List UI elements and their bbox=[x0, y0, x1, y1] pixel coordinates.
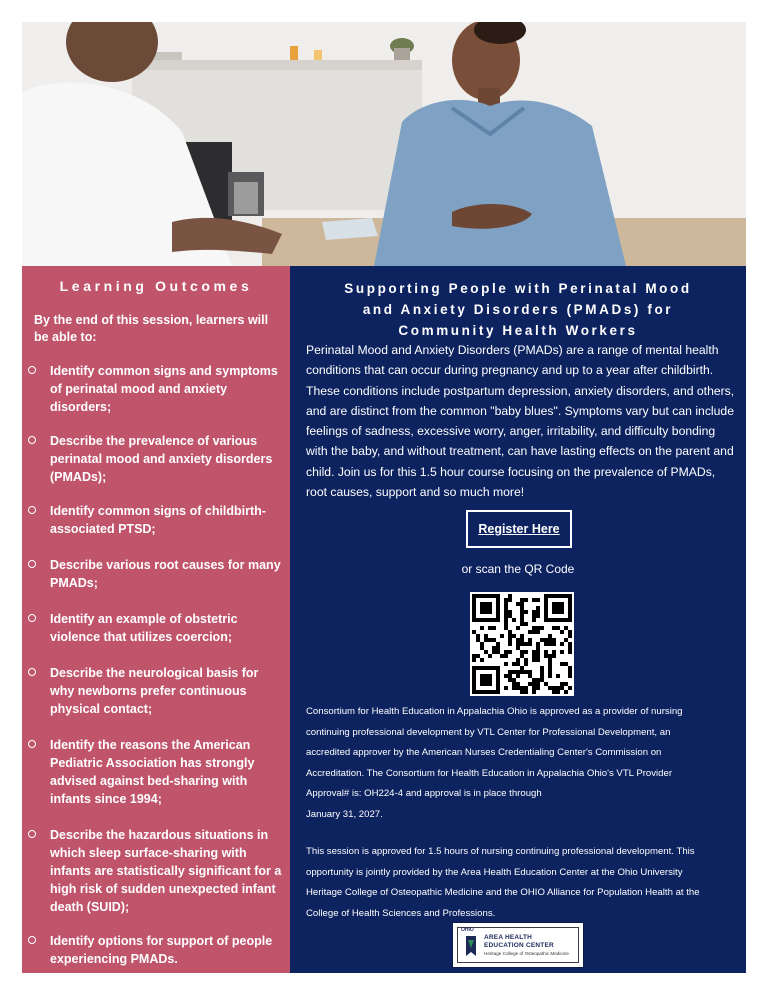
approval-line: College of Health Sciences and Professions. bbox=[306, 907, 496, 919]
accreditation-line: Consortium for Health Education in Appalachia Ohio is approved as a provider of nursing bbox=[306, 706, 683, 717]
qr-code-graphic bbox=[470, 592, 574, 696]
outcome-text: Identify common signs and symptoms of perinatal mood and anxiety disorders; bbox=[50, 364, 278, 414]
outcome-text: Identify the reasons the American Pediatric Association has strongly advised against bed-sharing with infants since 1994; bbox=[50, 738, 255, 806]
logo-line-3: Heritage College of Osteopathic Medicine bbox=[484, 951, 569, 956]
approval-statement bbox=[306, 842, 736, 924]
accreditation-line: Accreditation. The Consortium for Health Education in Appalachia Ohio's VTL Provider bbox=[306, 767, 673, 779]
bullet-circle-icon bbox=[28, 740, 36, 748]
bullet-circle-icon bbox=[28, 936, 36, 944]
scan-qr-text: or scan the QR Code bbox=[461, 562, 575, 576]
bullet-circle-icon bbox=[28, 614, 36, 622]
course-description: Perinatal Mood and Anxiety Disorders (PMADs) are a range of mental health conditions that can occur during pregnancy and up to a year after childbirth. These conditions include postpartum depression, anxiety disorders, and others, and are distinct from the common "baby blues". Symptoms vary but can include feelings of sadness, excessive worry, anger, irritability, and difficulty bonding with the baby, and without treatment, can have lasting effects on the parent and child. Join us for this 1.5 hour course focusing on the prevalence of PMADs, root causes, support and so much more! bbox=[306, 343, 735, 500]
course-title-line-3: Community Health Workers bbox=[398, 323, 638, 338]
outcome-text: Describe the neurological basis for why newborns prefer continuous physical contact; bbox=[50, 666, 259, 716]
outcome-text: Identify an example of obstetric violence that utilizes coercion; bbox=[50, 612, 238, 644]
register-here-button[interactable]: Register Here bbox=[466, 510, 572, 548]
learning-outcomes-title: Learning Outcomes bbox=[59, 278, 253, 294]
course-title-line-2: and Anxiety Disorders (PMADs) for bbox=[362, 302, 674, 317]
learning-outcomes-panel bbox=[22, 266, 290, 973]
accreditation-statement bbox=[306, 702, 736, 825]
qr-code-icon[interactable] bbox=[470, 592, 574, 696]
approval-line: This session is approved for 1.5 hours of nursing continuing professional development. This bbox=[306, 846, 695, 857]
course-title-line-1: Supporting People with Perinatal Mood bbox=[344, 281, 692, 296]
logo-ohio-text: OHIO bbox=[461, 927, 474, 933]
hero-illustration bbox=[22, 22, 746, 266]
approval-line: Heritage College of Osteopathic Medicine and the OHIO Alliance for Population Health at the bbox=[306, 887, 700, 898]
bullet-circle-icon bbox=[28, 560, 36, 568]
bullet-circle-icon bbox=[28, 436, 36, 444]
outcome-text: Describe various root causes for many PMADs; bbox=[50, 558, 281, 590]
accreditation-line: January 31, 2027. bbox=[306, 808, 383, 820]
ahec-mark-icon bbox=[464, 934, 478, 958]
logo-line-1: AREA HEALTH bbox=[484, 934, 533, 941]
bullet-circle-icon bbox=[28, 668, 36, 676]
hero-photo bbox=[22, 22, 746, 266]
logo-line-2: EDUCATION CENTER bbox=[484, 942, 554, 949]
outcome-text: Identify options for support of people experiencing PMADs. bbox=[50, 934, 273, 966]
learning-outcomes-intro: By the end of this session, learners will be able to: bbox=[34, 313, 269, 344]
accreditation-line: accredited approver by the American Nurses Credentialing Center's Commission on bbox=[306, 747, 662, 758]
approval-line: opportunity is jointly provided by the Area Health Education Center at the Ohio University bbox=[306, 866, 683, 878]
ahec-logo bbox=[452, 922, 584, 968]
outcome-text: Identify common signs of childbirth-associated PTSD; bbox=[50, 504, 266, 536]
outcome-text: Describe the prevalence of various perinatal mood and anxiety disorders (PMADs); bbox=[50, 434, 273, 484]
ahec-logo-frame bbox=[457, 927, 579, 963]
accreditation-line: Approval# is: OH224-4 and approval is in place through bbox=[306, 788, 542, 799]
accreditation-line: continuing professional development by VTL Center for Professional Development, an bbox=[306, 726, 671, 738]
bullet-circle-icon bbox=[28, 506, 36, 514]
outcome-text: Describe the hazardous situations in which sleep surface-sharing with infants are statistically significant for a high risk of sudden unexpected infant death (SUID); bbox=[50, 828, 282, 914]
course-info-panel bbox=[290, 266, 746, 973]
bullet-circle-icon bbox=[28, 366, 36, 374]
bullet-circle-icon bbox=[28, 830, 36, 838]
course-title bbox=[300, 278, 736, 341]
